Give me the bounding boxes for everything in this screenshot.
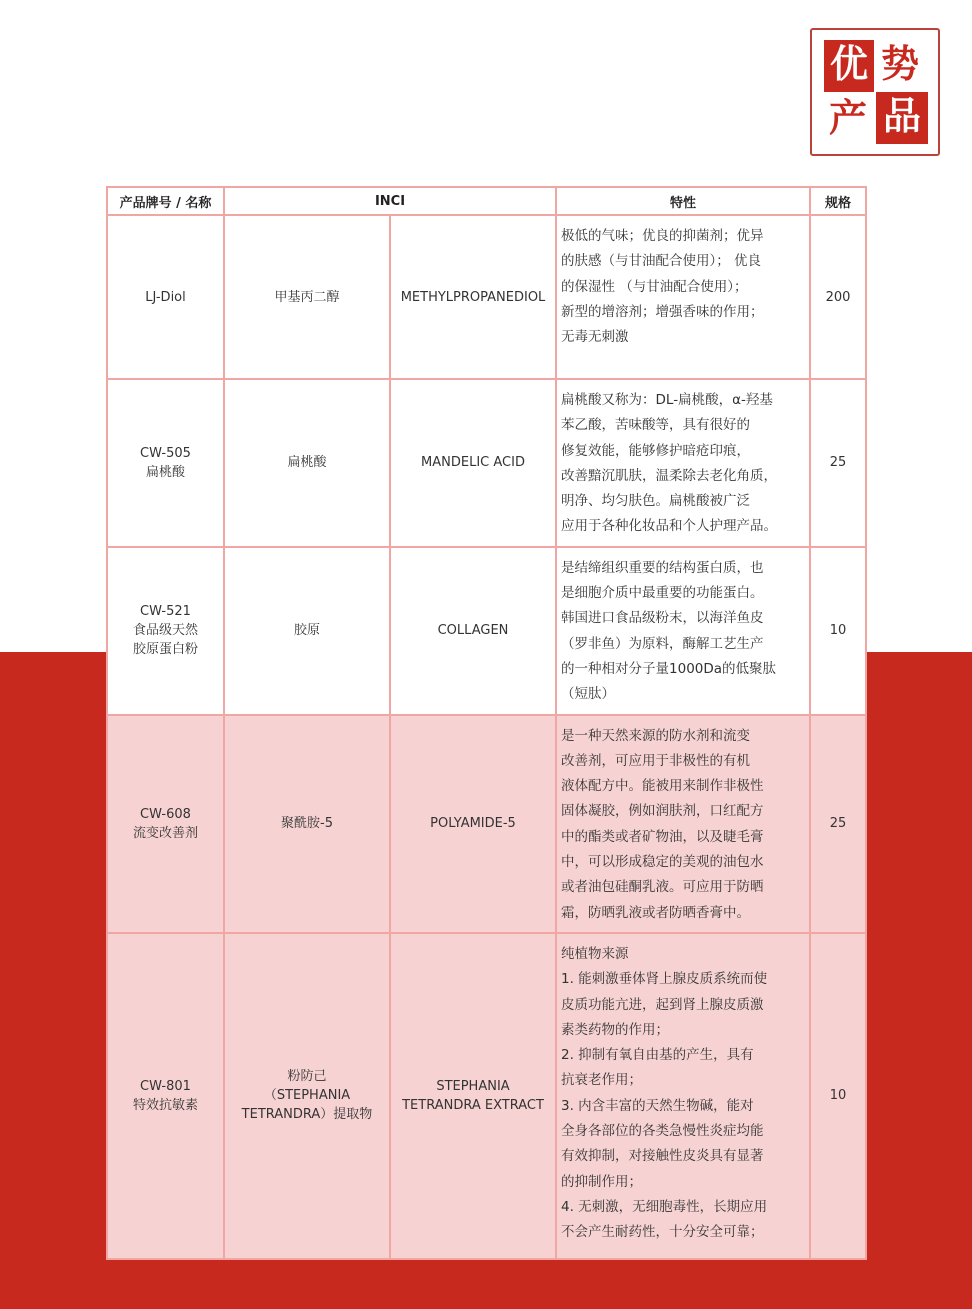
table-row (107, 379, 866, 547)
header-brand: 产品牌号 / 名称 (107, 187, 224, 215)
feature-line: 2. 抑制有氧自由基的产生，具有 (561, 1047, 754, 1064)
inci-cell: POLYAMIDE-5 (390, 715, 556, 933)
inci-cell (390, 933, 556, 1259)
feature-line: 修复效能，能够修护暗疮印痕， (561, 442, 751, 459)
table-row (107, 215, 866, 379)
brand-cell (107, 379, 224, 547)
feature-line: 是细胞介质中最重要的功能蛋白。 (561, 585, 764, 602)
feature-line: （罗非鱼）为原料，酶解工艺生产 (561, 635, 764, 652)
chinese-name-cell: 聚酰胺-5 (224, 715, 390, 933)
cell-line: 粉防己 (287, 1069, 327, 1085)
feature-line: 的抑制作用； (561, 1173, 643, 1190)
cell-line: TETRANDRA）提取物 (241, 1107, 373, 1123)
cell-line: （STEPHANIA (263, 1088, 351, 1104)
feature-line: 全身各部位的各类急慢性炎症均能 (561, 1123, 764, 1140)
feature-cell (556, 379, 810, 547)
feature-line: 不会产生耐药性，十分安全可靠； (561, 1224, 764, 1241)
feature-line: （短肽） (561, 686, 616, 703)
header-spec: 规格 (810, 187, 866, 215)
feature-line: 是一种天然来源的防水剂和流变 (561, 727, 751, 744)
cell-line: 胶原蛋白粉 (132, 642, 198, 658)
feature-line: 无毒无刺激 (561, 329, 629, 346)
feature-line: 皮质功能亢进，起到肾上腺皮质激 (561, 996, 764, 1013)
header-feature: 特性 (556, 187, 810, 215)
feature-line: 纯植物来源 (561, 945, 629, 962)
feature-line: 或者油包硅酮乳液。可应用于防晒 (561, 879, 764, 896)
brand-cell: LJ-Diol (107, 215, 224, 379)
feature-line: 霜，防晒乳液或者防晒香膏中。 (561, 904, 751, 921)
feature-line: 苯乙酸，苦味酸等，具有很好的 (561, 417, 751, 434)
brand-cell (107, 933, 224, 1259)
cell-line: 食品级天然 (132, 623, 198, 639)
feature-line: 应用于各种化妆品和个人护理产品。 (561, 518, 778, 535)
spec-cell: 10 (810, 547, 866, 715)
spec-cell: 25 (810, 715, 866, 933)
feature-line: 扁桃酸又称为：DL-扁桃酸，α-羟基 (561, 392, 773, 408)
premium-products-stamp-logo (810, 28, 940, 158)
cell-line: STEPHANIA (436, 1078, 510, 1094)
inci-cell: METHYLPROPANEDIOL (390, 215, 556, 379)
product-table (106, 186, 867, 1260)
feature-line: 有效抑制，对接触性皮炎具有显著 (561, 1148, 764, 1165)
feature-line: 素类药物的作用； (561, 1021, 670, 1038)
feature-line: 的保湿性 （与甘油配合使用）； (561, 278, 748, 295)
table-row (107, 715, 866, 933)
feature-line: 是结缔组织重要的结构蛋白质，也 (561, 559, 764, 576)
feature-line: 的一种相对分子量1000Da的低聚肽 (561, 660, 777, 677)
spec-cell: 10 (810, 933, 866, 1259)
table-header-row (107, 187, 866, 215)
stamp-char-2: 势 (880, 41, 919, 86)
feature-line: 中的酯类或者矿物油，以及睫毛膏 (561, 828, 764, 845)
spec-cell: 25 (810, 379, 866, 547)
chinese-name-cell: 扁桃酸 (224, 379, 390, 547)
table-row (107, 547, 866, 715)
feature-cell (556, 215, 810, 379)
feature-cell (556, 715, 810, 933)
table-row (107, 933, 866, 1259)
feature-line: 3. 内含丰富的天然生物碱，能对 (561, 1097, 754, 1114)
chinese-name-cell: 甲基丙二醇 (224, 215, 390, 379)
cell-line: 扁桃酸 (145, 464, 185, 480)
cell-line: 流变改善剂 (132, 825, 198, 841)
feature-line: 改善剂，可应用于非极性的有机 (561, 752, 751, 769)
feature-line: 固体凝胶，例如润肤剂，口红配方 (561, 803, 764, 820)
cell-line: CW-521 (140, 604, 191, 620)
product-table-wrapper (106, 186, 865, 1260)
cell-line: CW-801 (140, 1078, 191, 1094)
feature-cell (556, 933, 810, 1259)
feature-line: 极低的气味；优良的抑菌剂；优异 (561, 228, 764, 244)
feature-line: 1. 能刺激垂体肾上腺皮质系统而使 (561, 971, 768, 988)
feature-line: 的肤感（与甘油配合使用）； 优良 (561, 253, 762, 270)
header-inci: INCI (224, 187, 556, 215)
feature-line: 韩国进口食品级粉末，以海洋鱼皮 (561, 610, 764, 627)
stamp-char-3: 产 (828, 95, 867, 140)
feature-line: 中，可以形成稳定的美观的油包水 (561, 854, 764, 871)
chinese-name-cell (224, 933, 390, 1259)
inci-cell: COLLAGEN (390, 547, 556, 715)
cell-line: 特效抗敏素 (132, 1097, 198, 1113)
stamp-char-4: 品 (876, 92, 928, 144)
feature-line: 4. 无刺激，无细胞毒性，长期应用 (561, 1198, 768, 1215)
brand-cell (107, 547, 224, 715)
feature-line: 改善黯沉肌肤，温柔除去老化角质， (561, 467, 778, 484)
cell-line: TETRANDRA EXTRACT (402, 1097, 544, 1113)
inci-cell: MANDELIC ACID (390, 379, 556, 547)
feature-cell (556, 547, 810, 715)
feature-line: 新型的增溶剂；增强香味的作用； (561, 303, 764, 320)
cell-line: CW-608 (140, 806, 191, 822)
feature-line: 抗衰老作用； (561, 1072, 643, 1089)
brand-cell (107, 715, 224, 933)
spec-cell: 200 (810, 215, 866, 379)
feature-line: 液体配方中。能被用来制作非极性 (561, 778, 764, 795)
stamp-char-1: 优 (824, 40, 874, 92)
chinese-name-cell: 胶原 (224, 547, 390, 715)
feature-line: 明净、均匀肤色。扁桃酸被广泛 (561, 493, 751, 510)
cell-line: CW-505 (140, 445, 191, 461)
